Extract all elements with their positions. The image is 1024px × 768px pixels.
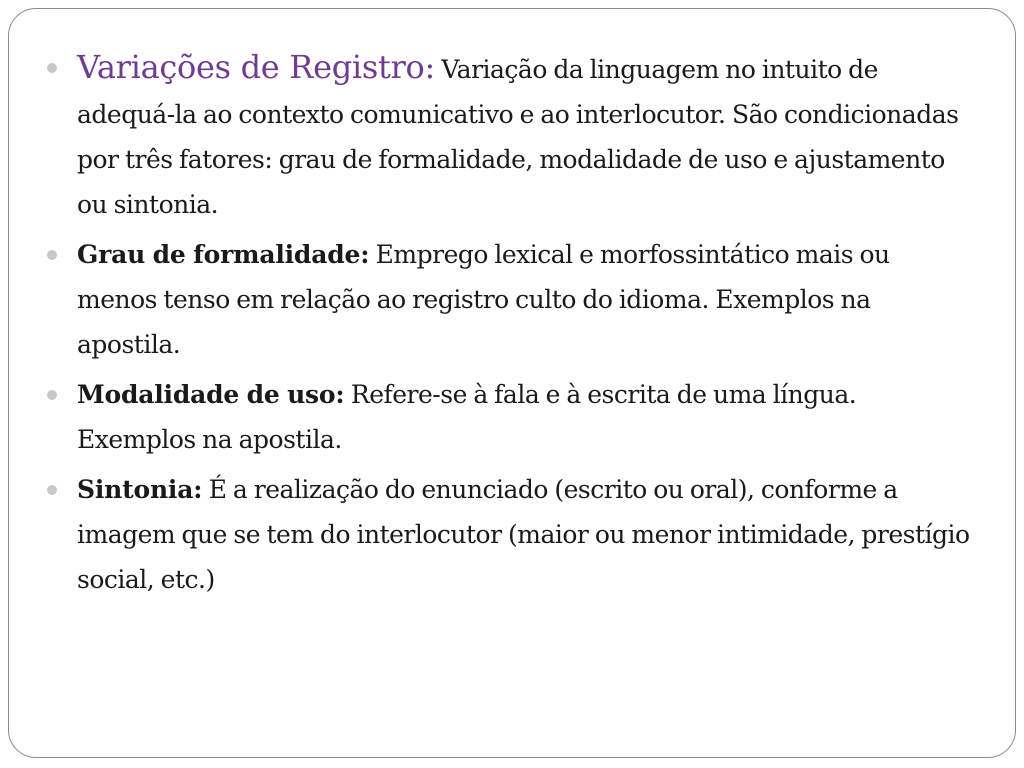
bullet-list [55,45,975,607]
bullet-body-variacoes: Variação da linguagem no intuito de adequá-la ao contexto comunicativo e ao interlocutor. São condicionadas por três fatores: grau de formalidade, modalidade de uso e ajustamento ou sintonia. [77,55,959,219]
slide-frame [8,8,1016,758]
bullet-lead-modalidade: Modalidade de uso: [77,380,345,409]
bullet-lead-variacoes: Variações de Registro [77,48,425,86]
bullet-body-sintonia: É a realização do enunciado (escrito ou oral), conforme a imagem que se tem do interlocutor (maior ou menor intimidade, prestígio social, etc.) [77,475,970,594]
bullet-lead-separator: : [424,48,435,86]
bullet-dot-icon [47,485,57,495]
bullet-item-grau [55,232,975,367]
bullet-dot-icon [47,250,57,260]
bullet-dot-icon [47,390,57,400]
bullet-lead-sintonia: Sintonia: [77,475,203,504]
bullet-body-grau: Emprego lexical e morfossintático mais ou menos tenso em relação ao registro culto do idioma. Exemplos na apostila. [77,240,890,359]
bullet-item-modalidade [55,372,975,462]
bullet-item-sintonia [55,467,975,602]
bullet-dot-icon [47,63,57,73]
bullet-item-variacoes [55,45,975,227]
bullet-lead-grau: Grau de formalidade: [77,240,370,269]
bullet-body-modalidade: Refere-se à fala e à escrita de uma língua. Exemplos na apostila. [77,380,857,454]
